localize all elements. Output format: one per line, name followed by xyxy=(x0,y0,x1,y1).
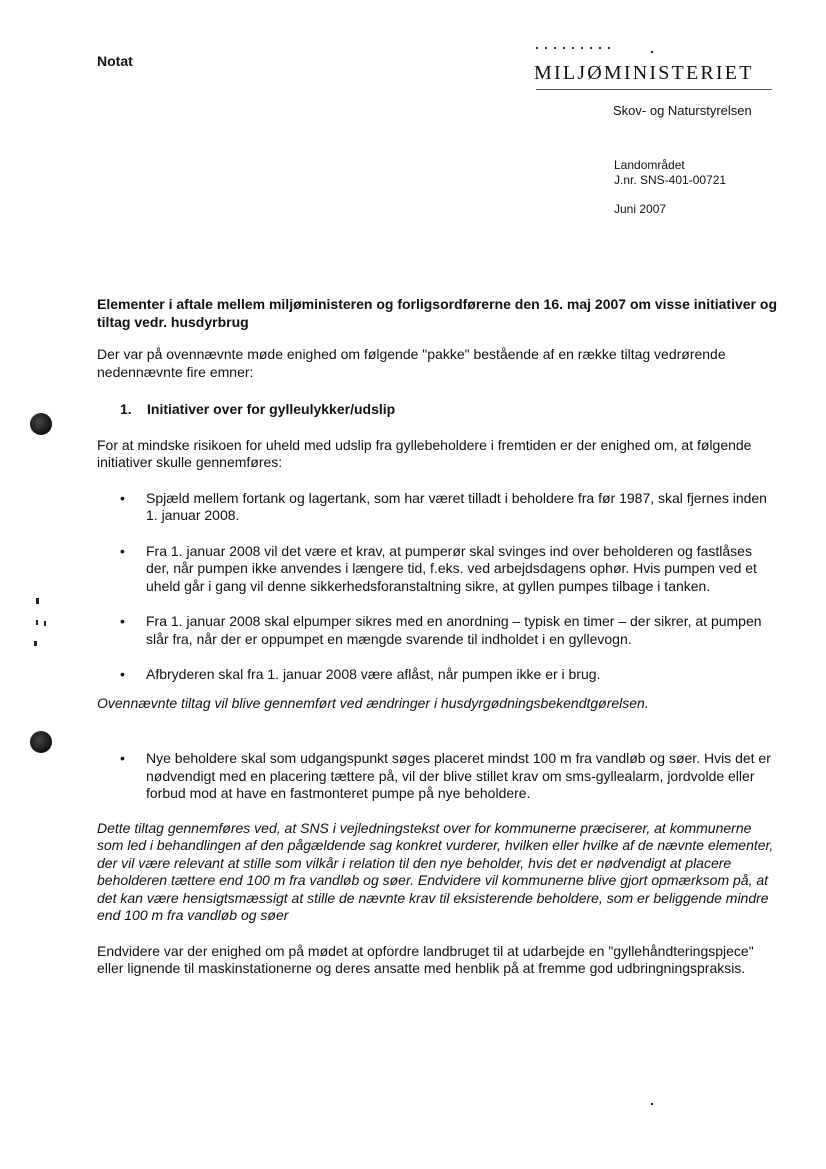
notat-label: Notat xyxy=(97,53,133,69)
extra-list xyxy=(97,750,777,803)
document-title: Elementer i aftale mellem miljøministeren og forligsordførerne den 16. maj 2007 om visse initiativer og tiltag vedr. husdyrbrug xyxy=(97,296,777,330)
list-item: • Nye beholdere skal som udgangspunkt søges placeret mindst 100 m fra vandløb og søer. Hvis det er nødvendigt med en placering tættere på, vil der blive stillet krav om sms-gyllealarm, jordvolde eller forbud mod at have en fastmonteret pumpe på nye beholdere. xyxy=(97,750,777,803)
ministry-rule xyxy=(536,89,772,90)
closing-paragraph: Endvidere var der enighed om på mødet at opfordre landbruget til at udarbejde en "gyllehåndteringspjece" eller lignende til maskinstationerne og deres ansatte med henblik på at fremme god udbringningspraksis. xyxy=(97,942,754,976)
ministry-name: MILJØMINISTERIET xyxy=(534,62,754,84)
section-intro-paragraph: For at mindske risikoen for uheld med udslip fra gyllebeholdere i fremtiden er der enighed om, at følgende initiativer skulle gennemføres: xyxy=(97,436,752,470)
punch-hole xyxy=(30,731,52,753)
agency-name: Skov- og Naturstyrelsen xyxy=(613,103,752,118)
document-body xyxy=(97,296,777,978)
section-number: 1. xyxy=(120,401,132,417)
implementation-note: Ovennævnte tiltag vil blive gennemført ved ændringer i husdyrgødningsbekendtgørelsen. xyxy=(97,694,649,711)
guidance-note: Dette tiltag gennemføres ved, at SNS i vejledningstekst over for kommunerne præciserer, at kommunerne som led i behandlingen af den pågældende sag konkret vurderer, hvilken eller hvilke af de nævnte elementer, der vil være relevant at stille som vilkår i relation til den nye beholder, hvis det er nødvendigt at placere beholderen tættere end 100 m fra vandløb og søer. Endvidere vil kommunerne blive gjort opmærksom på, at det kan være hensigtsmæssigt at stille de nævnte krav til eksisterende beholdere, som er beliggende mindre end 100 m fra vandløb og søer xyxy=(97,819,774,923)
punch-hole xyxy=(30,413,52,435)
ministry-logo-dots xyxy=(536,47,626,51)
list-item: • Fra 1. januar 2008 skal elpumper sikres med en anordning – typisk en timer – der sikrer, at pumpen slår fra, når der er oppumpet en mængde svarende til indholdet i en gyllevogn. xyxy=(97,613,777,648)
document-meta xyxy=(614,158,726,217)
journal-number: J.nr. SNS-401-00721 xyxy=(614,173,727,187)
section-heading xyxy=(97,401,777,419)
scan-speck xyxy=(651,1103,653,1105)
list-item: • Spjæld mellem fortank og lagertank, som har været tilladt i beholdere fra før 1987, skal fjernes inden 1. januar 2008. xyxy=(97,490,777,525)
list-item: • Fra 1. januar 2008 vil det være et krav, at pumperør skal svinges ind over beholderen og fastlåses der, når pumpen ikke anvendes i længere tid, f.eks. ved arbejdsdagens ophør. Hvis pumpen ved et uheld går i gang vil denne sikkerhedsforanstaltning sikre, at gyllen pumpes tilbage i tanken. xyxy=(97,543,777,596)
list-item: • Afbryderen skal fra 1. januar 2008 være aflåst, når pumpen ikke er i brug. xyxy=(97,666,777,684)
scan-speck xyxy=(651,51,653,53)
intro-paragraph: Der var på ovennævnte møde enighed om følgende "pakke" bestående af en række tiltag vedrørende nedennævnte fire emner: xyxy=(97,346,726,380)
scan-speck xyxy=(36,620,38,625)
initiative-list xyxy=(97,490,777,684)
scan-speck xyxy=(44,621,46,626)
document-date: Juni 2007 xyxy=(614,202,667,216)
scan-speck xyxy=(34,641,37,646)
section-title: Initiativer over for gylleulykker/udslip xyxy=(147,401,396,417)
scan-speck xyxy=(36,598,39,604)
department: Landområdet xyxy=(614,158,685,172)
